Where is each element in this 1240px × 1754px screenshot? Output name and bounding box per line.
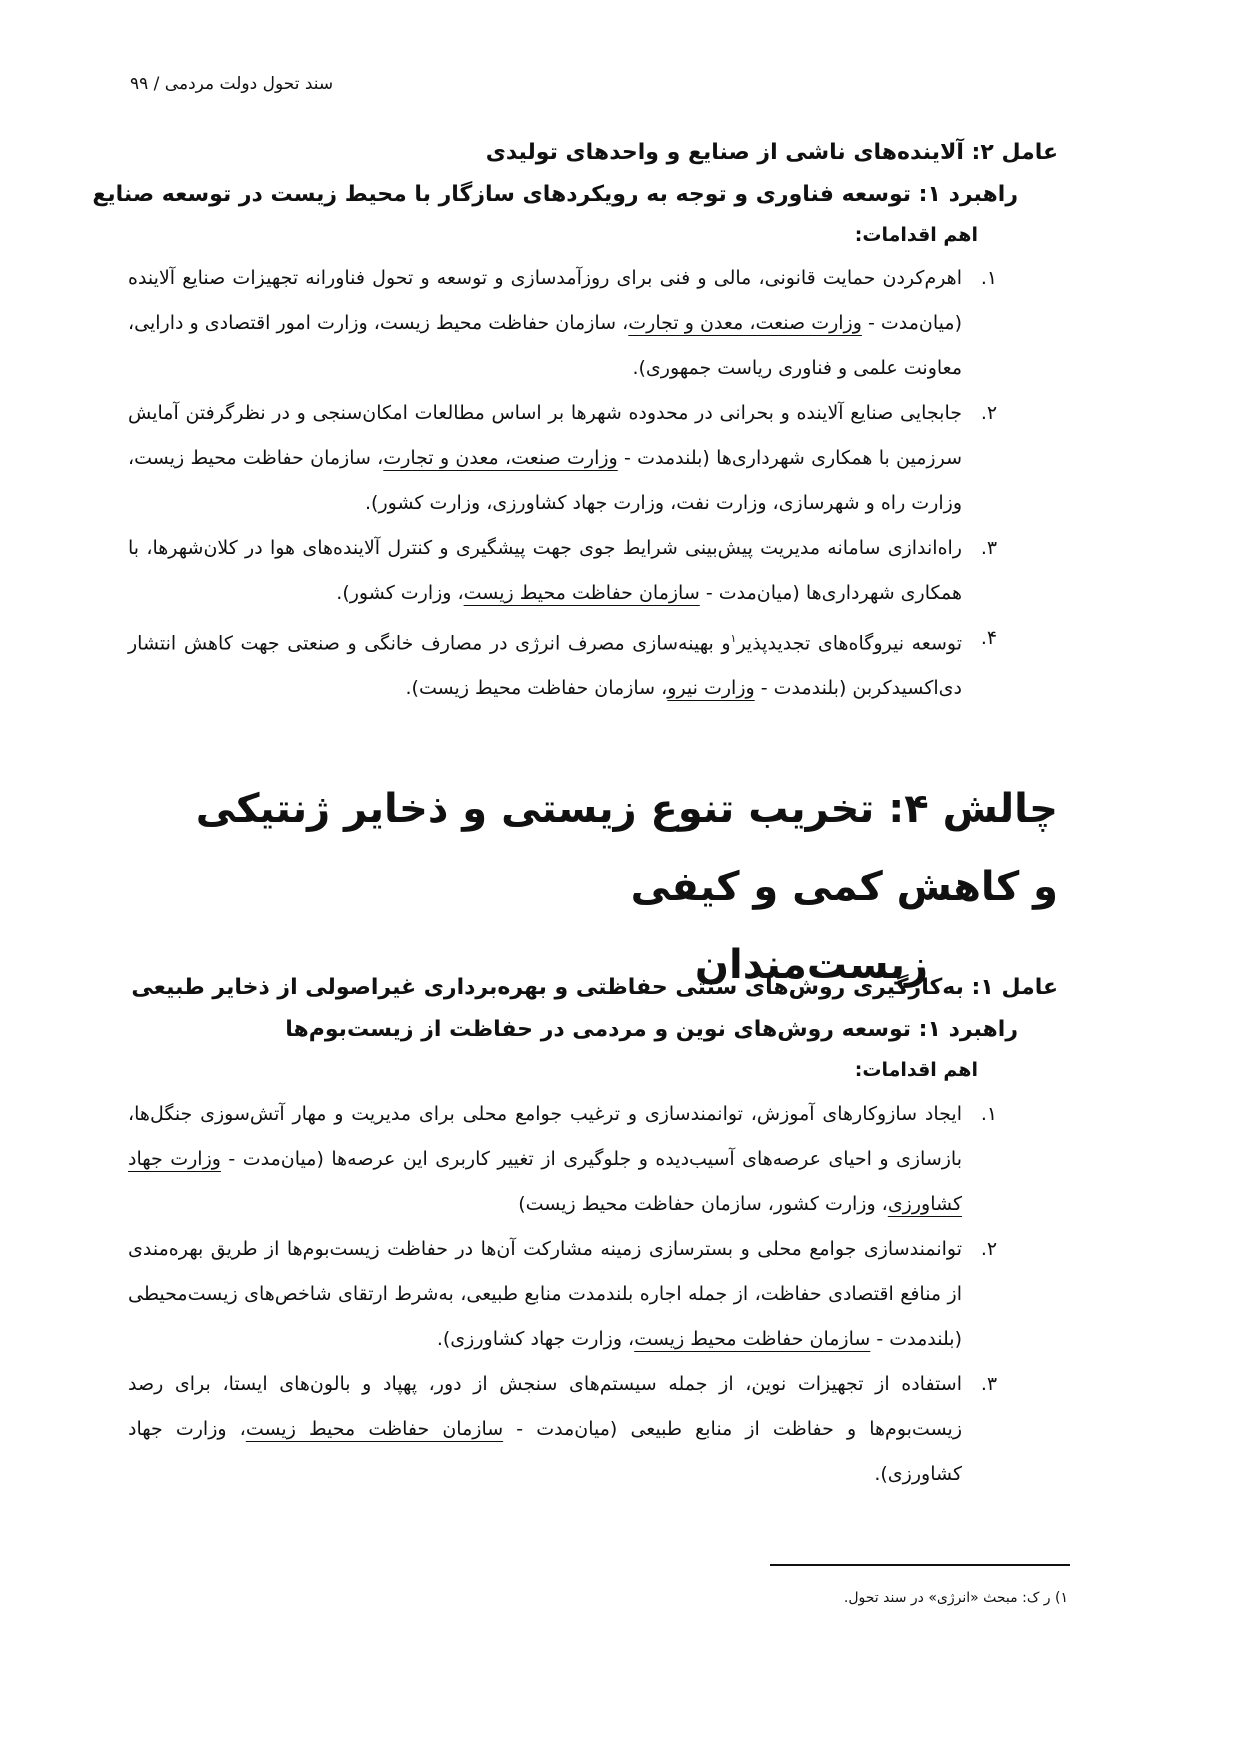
lead-agency: سازمان حفاظت محیط زیست (634, 1328, 871, 1350)
item-text: ، سازمان حفاظت محیط زیست، وزارت امور اقتصادی و دارایی، معاونت علمی و فناوری ریاست جمهوری). (128, 312, 962, 379)
item-number: ۲. (980, 402, 998, 424)
strategy-heading-1: راهبرد ۱: توسعه فناوری و توجه به رویکردهای سازگار با محیط زیست در توسعه صنایع (92, 182, 1018, 207)
item-number: ۳. (980, 1373, 998, 1395)
lead-agency: وزارت صنعت، معدن و تجارت (383, 447, 618, 469)
lead-agency: وزارت جهاد کشاورزی (128, 1148, 962, 1215)
item-text: ، سازمان حفاظت محیط زیست، وزارت راه و شهرسازی، وزارت نفت، وزارت جهاد کشاورزی، وزارت کشور). (128, 447, 962, 514)
list-item (128, 256, 998, 391)
list-item (128, 1227, 998, 1362)
item-number: ۱. (980, 1103, 998, 1125)
item-number: ۲. (980, 1238, 998, 1260)
item-text: توسعه نیروگاه‌های تجدیدپذیر (736, 632, 962, 655)
factor-heading-2: عامل ۱: به‌کارگیری روش‌های سنتی حفاظتی و بهره‌برداری غیراصولی از ذخایر طبیعی (131, 975, 1058, 1000)
actions-list-1 (128, 256, 998, 711)
challenge-title-line2: زیست‌مندان (694, 942, 928, 988)
list-item (128, 1092, 998, 1227)
challenge-title-line1: چالش ۴: تخریب تنوع زیستی و ذخایر ژنتیکی و کاهش کمی و کیفی (195, 786, 1058, 910)
item-text: ، وزارت کشور). (336, 582, 464, 604)
actions-list-2 (128, 1092, 998, 1497)
item-text: و بهینه‌سازی مصرف انرژی در مصارف خانگی و صنعتی جهت کاهش انتشار دی‌اکسیدکربن (بلندمدت - (128, 632, 962, 700)
lead-agency: وزارت صنعت، معدن و تجارت (628, 312, 862, 334)
item-text: استفاده از تجهیزات نوین، از جمله سیستم‌های سنجش از دور، پهپاد و بالون‌های ایستا، برای رصد زیست‌بوم‌ها و حفاظت از منابع طبیعی (میان‌مدت - (128, 1373, 962, 1440)
list-item (128, 526, 998, 616)
item-text: راه‌اندازی سامانه مدیریت پیش‌بینی شرایط جوی جهت پیشگیری و کنترل آلاینده‌های هوا در کلان‌شهرها، با همکاری شهرداری‌ها (میان‌مدت - (128, 537, 962, 604)
running-head: سند تحول دولت مردمی / ۹۹ (130, 74, 334, 94)
strategy-heading-2: راهبرد ۱: توسعه روش‌های نوین و مردمی در حفاظت از زیست‌بوم‌ها (285, 1017, 1018, 1042)
footnote-divider (770, 1564, 1070, 1566)
factor-heading-1: عامل ۲: آلاینده‌های ناشی از صنایع و واحدهای تولیدی (485, 140, 1058, 165)
item-text: ، وزارت کشور، سازمان حفاظت محیط زیست) (518, 1193, 888, 1215)
list-item (128, 1362, 998, 1497)
item-number: ۳. (980, 537, 998, 559)
lead-agency: سازمان حفاظت محیط زیست (245, 1418, 504, 1440)
lead-agency: سازمان حفاظت محیط زیست (463, 582, 700, 604)
actions-heading-2: اهم اقدامات: (854, 1059, 978, 1081)
item-number: ۱. (980, 267, 998, 289)
actions-heading-1: اهم اقدامات: (854, 224, 978, 246)
item-text: ، وزارت جهاد کشاورزی). (436, 1328, 635, 1350)
item-text: توانمندسازی جوامع محلی و بسترسازی زمینه مشارکت آن‌ها در حفاظت زیست‌بوم‌ها از طریق بهره‌مندی از منافع اقتصادی حفاظت، از جمله اجاره بلندمدت منابع طبیعی، به‌شرط ارتقای شاخص‌های زیست‌محیطی (بلندمدت - (128, 1238, 962, 1350)
item-text: اهرم‌کردن حمایت قانونی، مالی و فنی برای روزآمدسازی و توسعه و تحول فناورانه تجهیزات صنایع آلاینده (میان‌مدت - (128, 267, 962, 334)
item-text: ، سازمان حفاظت محیط زیست). (405, 677, 668, 700)
item-text: ایجاد سازوکارهای آموزش، توانمندسازی و ترغیب جوامع محلی برای مدیریت و مهار آتش‌سوزی جنگل‌ها، بازسازی و احیای عرصه‌های آسیب‌دیده و جلوگیری از تغییر کاربری این عرصه‌ها (میان‌مدت - (128, 1103, 962, 1170)
challenge-heading (180, 770, 1058, 1004)
footnote: ۱) ر ک: مبحث «انرژی» در سند تحول. (843, 1590, 1068, 1606)
lead-agency: وزارت نیرو (667, 677, 755, 700)
footnote-ref[interactable]: ۱ (730, 632, 737, 645)
item-number: ۴. (980, 627, 998, 649)
list-item (128, 616, 998, 711)
item-text: جابجایی صنایع آلاینده و بحرانی در محدوده شهرها بر اساس مطالعات امکان‌سنجی و در نظرگرفتن آمایش سرزمین با همکاری شهرداری‌ها (بلندمدت - (128, 402, 962, 469)
item-text: ، وزارت جهاد کشاورزی). (128, 1418, 962, 1485)
list-item (128, 391, 998, 526)
